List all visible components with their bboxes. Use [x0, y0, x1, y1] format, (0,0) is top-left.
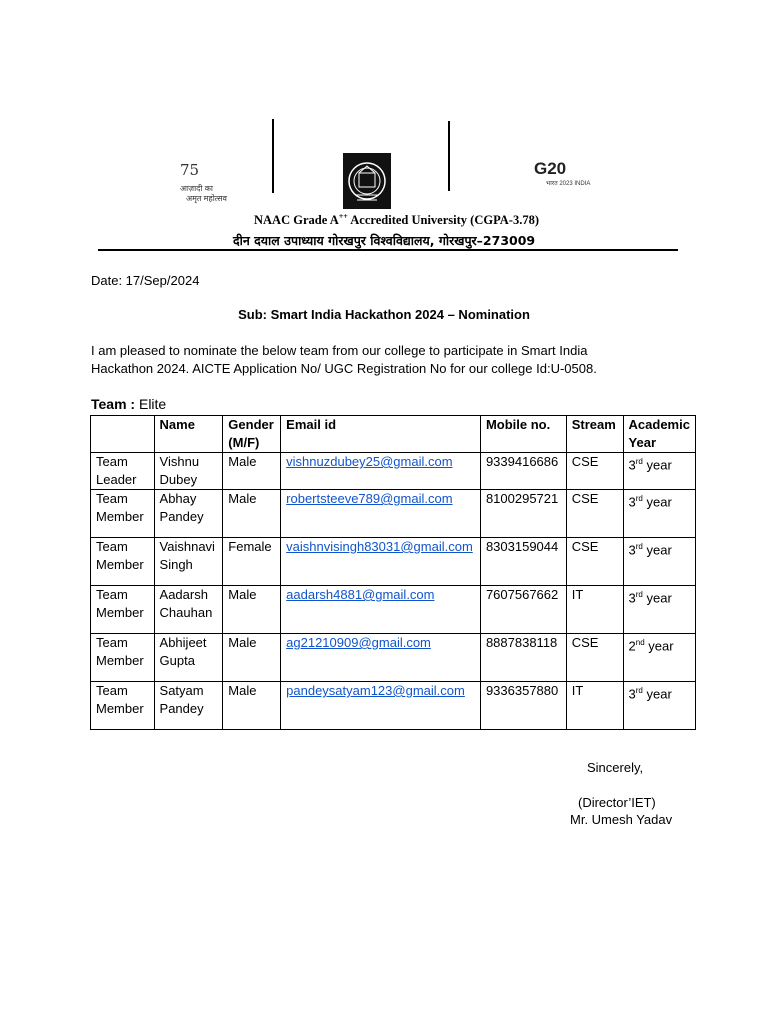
azadi-logo-line2: अमृत महोत्सव: [186, 194, 227, 203]
azadi-logo-line1: आज़ादी का: [180, 184, 213, 193]
university-name-hindi: दीन दयाल उपाध्याय गोरखपुर विश्वविद्यालय, गोरखपुर–273009: [233, 233, 536, 248]
email-link[interactable]: pandeysatyam123@gmail.com: [286, 683, 465, 698]
name-line1: Abhay: [159, 491, 197, 506]
cell-gender: Male: [223, 490, 281, 538]
role-line1: Team: [96, 454, 128, 469]
intro-line-1: I am pleased to nominate the below team from our college to participate in Smart India: [91, 343, 588, 358]
cell-email: [281, 682, 481, 730]
cell-name: [154, 634, 223, 682]
year-ordinal: nd: [635, 638, 645, 647]
letter-subject: Sub: Smart India Hackathon 2024 – Nomination: [238, 307, 530, 322]
header-role: [91, 416, 155, 453]
cell-name: [154, 538, 223, 586]
table-row: [91, 634, 696, 682]
table-row: [91, 538, 696, 586]
cell-mobile: 8100295721: [480, 490, 566, 538]
name-line2: Gupta: [159, 653, 195, 668]
header-gender: [223, 416, 281, 453]
name-line1: Abhijeet: [159, 635, 207, 650]
role-line1: Team: [96, 683, 128, 698]
cell-email: [281, 490, 481, 538]
letterhead: [92, 95, 678, 255]
email-link[interactable]: robertsteeve789@gmail.com: [286, 491, 453, 506]
header-name: Name: [154, 416, 223, 453]
team-members-table: [90, 415, 696, 730]
name-line1: Vaishnavi: [159, 539, 215, 554]
cell-name: [154, 682, 223, 730]
header-mobile: Mobile no.: [480, 416, 566, 453]
year-ordinal: rd: [635, 494, 643, 503]
header-gender-line2: (M/F): [228, 435, 260, 450]
cell-gender: Male: [223, 634, 281, 682]
cell-gender: Male: [223, 586, 281, 634]
table-row: [91, 586, 696, 634]
letterhead-rule: [98, 249, 678, 251]
name-line1: Aadarsh: [159, 587, 208, 602]
name-line1: Vishnu: [159, 454, 200, 469]
role-line1: Team: [96, 635, 128, 650]
azadi-ka-amrit-mahotsav-logo: [180, 161, 240, 205]
cell-mobile: 9339416686: [480, 453, 566, 490]
cell-academic-year: [623, 682, 695, 730]
naac-suffix: Accredited University (CGPA-3.78): [347, 213, 540, 228]
year-word: year: [642, 686, 672, 702]
table-header-row: [91, 416, 696, 453]
year-number: 2: [628, 638, 636, 654]
year-word: year: [642, 542, 672, 558]
header-year-line1: Academic: [628, 417, 690, 432]
cell-mobile: 8887838118: [480, 634, 566, 682]
role-line2: Member: [96, 701, 144, 716]
cell-academic-year: [623, 586, 695, 634]
name-line2: Singh: [159, 557, 193, 572]
cell-role: [91, 538, 155, 586]
cell-gender: Female: [223, 538, 281, 586]
table-row: [91, 453, 696, 490]
cell-role: [91, 586, 155, 634]
table-row: [91, 682, 696, 730]
cell-mobile: 8303159044: [480, 538, 566, 586]
cell-stream: IT: [566, 682, 623, 730]
cell-mobile: 9336357880: [480, 682, 566, 730]
intro-line-2: Hackathon 2024. AICTE Application No/ UGC Registration No for our college Id:U-0508.: [91, 361, 597, 376]
year-word: year: [644, 638, 674, 654]
cell-name: [154, 490, 223, 538]
letter-date: Date: 17/Sep/2024: [91, 273, 200, 288]
year-ordinal: rd: [635, 542, 643, 551]
signatory-name: Mr. Umesh Yadav: [570, 812, 673, 827]
letterhead-divider-right: [448, 121, 450, 191]
year-ordinal: rd: [635, 686, 643, 695]
cell-academic-year: [623, 634, 695, 682]
role-line2: Member: [96, 509, 144, 524]
year-number: 3: [628, 457, 636, 473]
role-line2: Member: [96, 653, 144, 668]
year-number: 3: [628, 590, 636, 606]
header-gender-line1: Gender: [228, 417, 274, 432]
cell-email: [281, 586, 481, 634]
cell-mobile: 7607567662: [480, 586, 566, 634]
year-ordinal: rd: [635, 590, 643, 599]
naac-accreditation-line: [254, 212, 539, 228]
year-number: 3: [628, 686, 636, 702]
intro-paragraph: [91, 342, 631, 378]
g20-logo-text: G20: [534, 159, 567, 178]
team-label: Team :: [91, 396, 136, 412]
role-line1: Team: [96, 539, 128, 554]
cell-email: [281, 634, 481, 682]
email-link[interactable]: ag21210909@gmail.com: [286, 635, 431, 650]
header-email: Email id: [281, 416, 481, 453]
role-line2: Leader: [96, 472, 137, 487]
cell-role: [91, 682, 155, 730]
cell-email: [281, 453, 481, 490]
role-line2: Member: [96, 605, 144, 620]
cell-stream: CSE: [566, 634, 623, 682]
cell-stream: IT: [566, 586, 623, 634]
cell-stream: CSE: [566, 538, 623, 586]
g20-logo-subtext: भारत 2023 INDIA: [546, 181, 591, 187]
signatory-designation: (Director’IET): [578, 795, 656, 810]
header-academic-year: [623, 416, 695, 453]
email-link[interactable]: aadarsh4881@gmail.com: [286, 587, 435, 602]
year-number: 3: [628, 494, 636, 510]
cell-gender: Male: [223, 453, 281, 490]
email-link[interactable]: vaishnvisingh83031@gmail.com: [286, 539, 473, 554]
cell-name: [154, 453, 223, 490]
naac-grade-sup: ++: [338, 212, 348, 221]
role-line1: Team: [96, 587, 128, 602]
year-ordinal: rd: [635, 457, 643, 466]
cell-email: [281, 538, 481, 586]
azadi-logo-number: 75: [180, 161, 200, 179]
cell-academic-year: [623, 453, 695, 490]
cell-role: [91, 634, 155, 682]
email-link[interactable]: vishnuzdubey25@gmail.com: [286, 454, 453, 469]
year-number: 3: [628, 542, 636, 558]
name-line2: Pandey: [159, 701, 204, 716]
year-word: year: [642, 494, 672, 510]
year-word: year: [642, 590, 672, 606]
university-emblem: [343, 153, 391, 209]
cell-name: [154, 586, 223, 634]
cell-role: [91, 490, 155, 538]
name-line2: Pandey: [159, 509, 204, 524]
name-line1: Satyam: [159, 683, 204, 698]
letterhead-divider-left: [272, 119, 274, 193]
header-year-line2: Year: [628, 435, 657, 450]
cell-academic-year: [623, 490, 695, 538]
cell-role: [91, 453, 155, 490]
header-stream: Stream: [566, 416, 623, 453]
cell-academic-year: [623, 538, 695, 586]
team-name: Elite: [135, 396, 167, 412]
role-line1: Team: [96, 491, 128, 506]
name-line2: Dubey: [159, 472, 198, 487]
closing-sincerely: Sincerely,: [587, 760, 644, 775]
g20-logo: [534, 159, 591, 187]
table-row: [91, 490, 696, 538]
cell-stream: CSE: [566, 490, 623, 538]
role-line2: Member: [96, 557, 144, 572]
cell-gender: Male: [223, 682, 281, 730]
team-name-line: [91, 396, 166, 412]
cell-stream: CSE: [566, 453, 623, 490]
naac-prefix: NAAC Grade A: [254, 213, 339, 228]
name-line2: Chauhan: [159, 605, 213, 620]
year-word: year: [642, 457, 672, 473]
